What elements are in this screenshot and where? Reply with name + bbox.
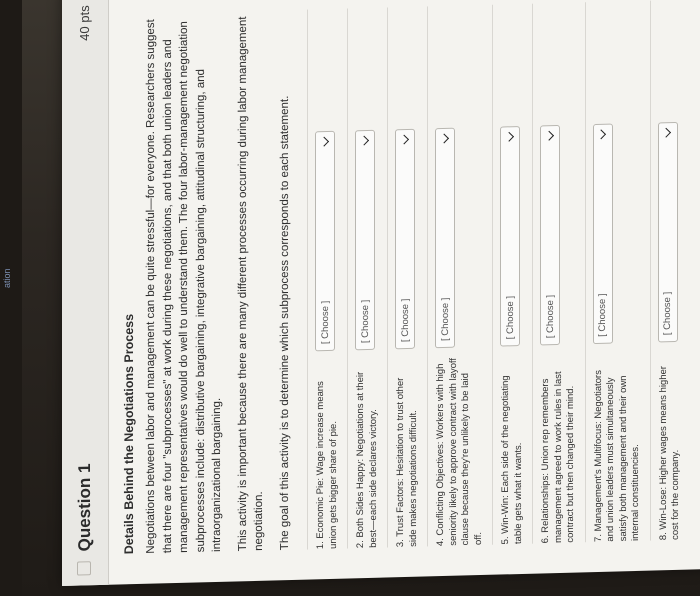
question-title: Question 1 bbox=[75, 463, 94, 552]
dropdown-value: [ Choose ] bbox=[504, 295, 516, 340]
dropdown-value: [ Choose ] bbox=[439, 297, 451, 342]
answer-dropdown[interactable] bbox=[355, 130, 375, 351]
quiz-question-panel bbox=[62, 0, 700, 586]
chevron-down-icon bbox=[439, 134, 449, 144]
chevron-down-icon bbox=[544, 131, 554, 141]
intro-paragraph: Negotiations between labor and management can be quite stressful—for everyone. Researchers suggest that there are four "subprocesses" at work during these negotiations, and that both union leaders and management representatives would do well to understand them. The four labor-management negotiation subprocesses include: distributive bargaining, integrative bargaining, attitudinal structuring, and intraorganizational bargaining. bbox=[145, 19, 223, 554]
importance-paragraph: This activity is important because there are many different processes occurring during labor management negotiation. bbox=[236, 16, 265, 552]
dropdown-value: [ Choose ] bbox=[399, 298, 411, 343]
matching-row bbox=[427, 5, 492, 547]
statement-text: 5. Win-Win: Each side of the negotiating table gets what it wants. bbox=[500, 375, 524, 545]
dropdown-value: [ Choose ] bbox=[662, 291, 673, 336]
statement-text: 2. Both Sides Happy: Negotiations at their best—each side declares victory. bbox=[355, 371, 379, 549]
chevron-down-icon bbox=[596, 129, 606, 139]
chevron-down-icon bbox=[319, 137, 329, 147]
chevron-down-icon bbox=[504, 132, 514, 142]
matching-row bbox=[650, 0, 690, 541]
matching-list bbox=[307, 0, 690, 550]
question-header bbox=[62, 0, 109, 586]
matching-row bbox=[307, 9, 347, 550]
chevron-down-icon bbox=[661, 128, 671, 138]
goal-paragraph: The goal of this activity is to determine which subprocess corresponds to each statement. bbox=[278, 95, 291, 551]
dropdown-value: [ Choose ] bbox=[359, 299, 371, 344]
answer-dropdown[interactable] bbox=[315, 131, 335, 352]
sidebar-label: ation bbox=[2, 268, 12, 288]
chevron-down-icon bbox=[359, 136, 369, 146]
matching-row bbox=[347, 7, 387, 548]
question-body bbox=[122, 0, 690, 554]
matching-row bbox=[532, 2, 585, 543]
dropdown-value: [ Choose ] bbox=[597, 293, 608, 337]
answer-dropdown[interactable] bbox=[435, 128, 455, 349]
sidebar-edge bbox=[0, 0, 22, 596]
statement-text: 7. Management's Multifocus: Negotiators and union leaders must simultaneously satisfy both management and their own internal constituencies. bbox=[592, 369, 641, 543]
chevron-down-icon bbox=[399, 135, 409, 145]
statement-text: 6. Relationships: Union rep remembers management agreed to work rules in last contract but then changed their mind. bbox=[540, 371, 576, 544]
statement-text: 3. Trust Factors: Hesitation to trust other side makes negotiations difficult. bbox=[395, 377, 419, 548]
answer-dropdown[interactable] bbox=[593, 124, 613, 345]
matching-row bbox=[387, 6, 427, 547]
matching-row bbox=[492, 4, 532, 545]
answer-dropdown[interactable] bbox=[395, 129, 415, 350]
statement-text: 1. Economic Pie: Wage increase means union gets bigger share of pie. bbox=[315, 380, 339, 550]
statement-text: 8. Win-Lose: Higher wages means higher cost for the company. bbox=[657, 365, 681, 541]
answer-dropdown[interactable] bbox=[540, 125, 560, 346]
dropdown-value: [ Choose ] bbox=[319, 300, 331, 345]
question-points: 40 pts bbox=[77, 5, 92, 42]
answer-dropdown[interactable] bbox=[500, 126, 520, 347]
dropdown-value: [ Choose ] bbox=[544, 294, 556, 339]
answer-dropdown[interactable] bbox=[658, 122, 678, 343]
flag-question-icon[interactable] bbox=[77, 561, 91, 575]
matching-row bbox=[585, 1, 650, 543]
statement-text: 4. Conflicting Objectives: Workers with high seniority likely to approve contract with layoff clause because they're unlikely to be laid off. bbox=[435, 357, 484, 547]
section-title: Details Behind the Negotiations Process bbox=[122, 313, 136, 555]
